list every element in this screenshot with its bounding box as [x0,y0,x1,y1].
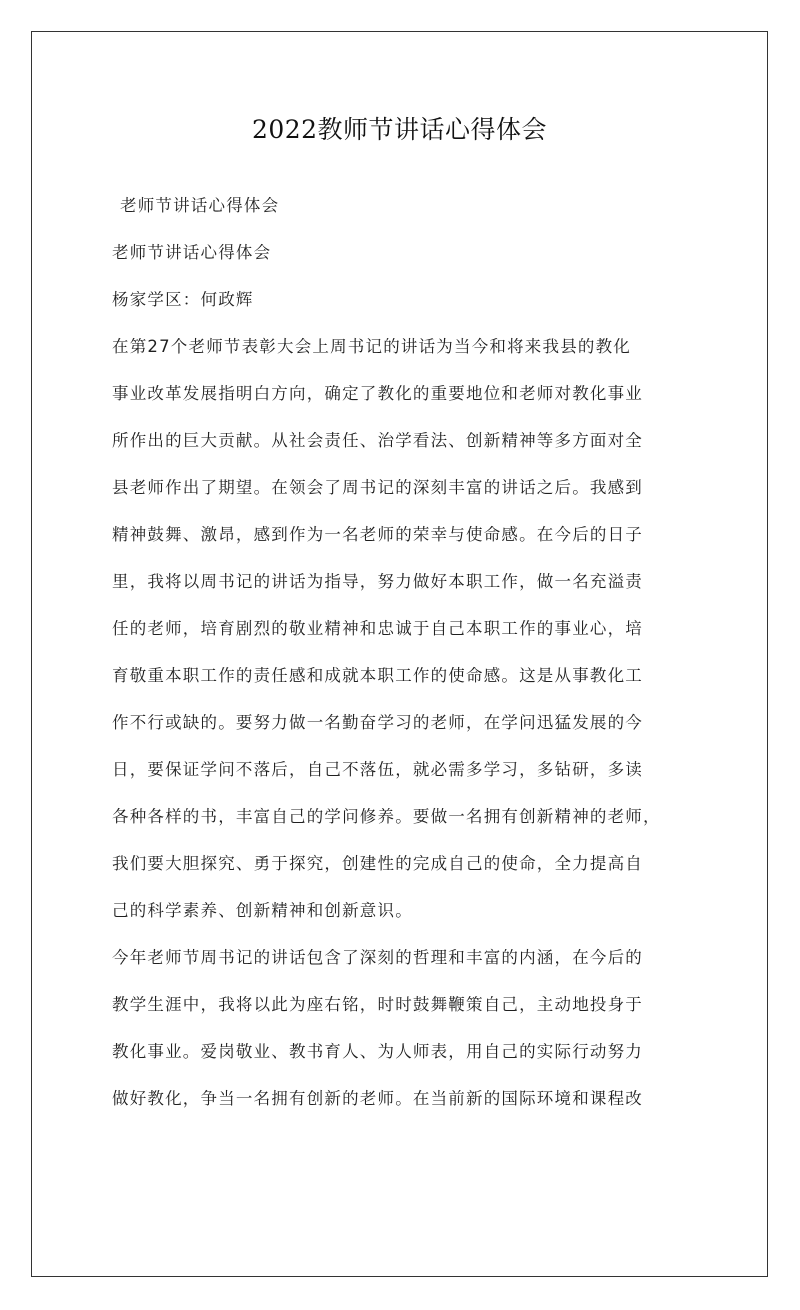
text-line: 里，我将以周书记的讲话为指导，努力做好本职工作，做一名充溢责 [112,572,643,591]
text-line: 今年老师节周书记的讲话包含了深刻的哲理和丰富的内涵，在今后的 [112,948,643,967]
text-line: 作不行或缺的。要努力做一名勤奋学习的老师，在学问迅猛发展的今 [112,713,643,732]
document-body [112,182,694,1122]
text-line: 所作出的巨大贡献。从社会责任、治学看法、创新精神等多方面对全 [112,431,643,450]
document-title: 2022教师节讲话心得体会 [251,115,548,144]
text-line: 我们要大胆探究、勇于探究，创建性的完成自己的使命，全力提高自 [112,854,643,873]
text-line: 在第27个老师节表彰大会上周书记的讲话为当今和将来我县的教化 [112,337,631,356]
subtitle-line: 老师节讲话心得体会 [120,196,280,215]
text-line: 县老师作出了期望。在领会了周书记的深刻丰富的讲话之后。我感到 [112,478,643,497]
text-line: 育敬重本职工作的责任感和成就本职工作的使命感。这是从事教化工 [112,666,643,685]
text-line: 任的老师，培育剧烈的敬业精神和忠诚于自己本职工作的事业心，培 [112,619,643,638]
text-line: 各种各样的书，丰富自己的学问修养。要做一名拥有创新精神的老师， [112,807,661,826]
text-line: 精神鼓舞、激昂，感到作为一名老师的荣幸与使命感。在今后的日子 [112,525,643,544]
text-line: 教学生涯中，我将以此为座右铭，时时鼓舞鞭策自己，主动地投身于 [112,995,643,1014]
text-line: 做好教化，争当一名拥有创新的老师。在当前新的国际环境和课程改 [112,1089,643,1108]
text-line: 日，要保证学问不落后，自己不落伍，就必需多学习，多钻研，多读 [112,760,643,779]
text-line: 老师节讲话心得体会 [112,243,272,262]
text-line: 教化事业。爱岗敬业、教书育人、为人师表，用自己的实际行动努力 [112,1042,643,1061]
text-line: 事业改革发展指明白方向，确定了教化的重要地位和老师对教化事业 [112,384,643,403]
text-line: 己的科学素养、创新精神和创新意识。 [112,901,413,920]
author-line: 杨家学区：何政辉 [112,290,254,309]
